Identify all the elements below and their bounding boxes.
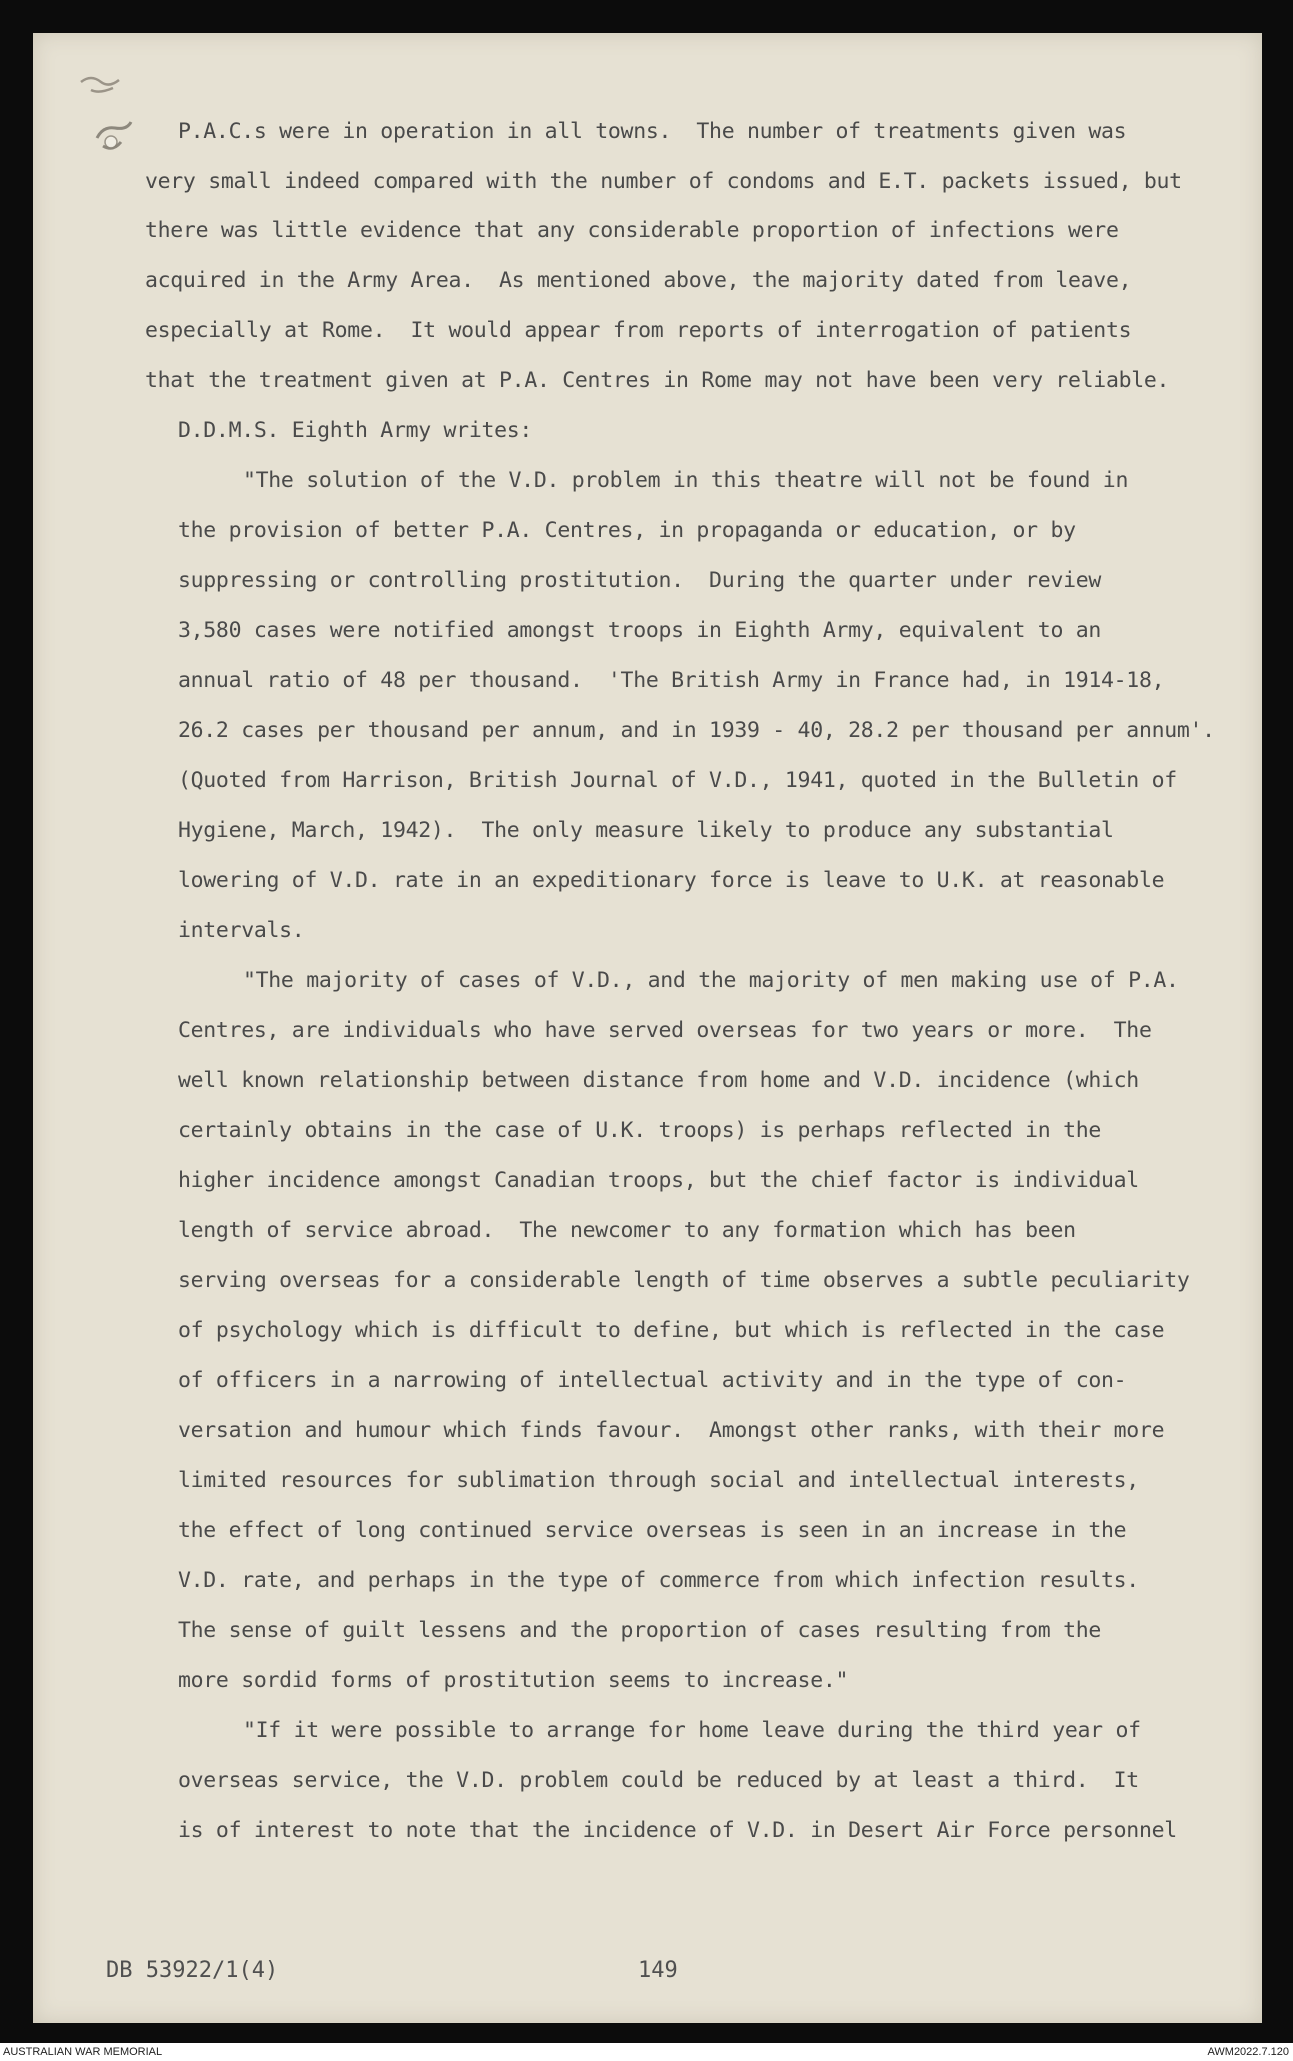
text-line: is of interest to note that the incidence of V.D. in Desert Air Force personnel <box>178 1818 1177 1843</box>
text-line: D.D.M.S. Eighth Army writes: <box>178 418 533 443</box>
text-line: higher incidence amongst Canadian troops, but the chief factor is individual <box>178 1168 1139 1193</box>
text-line: 3,580 cases were notified amongst troops in Eighth Army, equivalent to an <box>178 618 1102 643</box>
text-line: V.D. rate, and perhaps in the type of commerce from which infection results. <box>178 1568 1139 1593</box>
text-line: "If it were possible to arrange for home leave during the third year of <box>243 1718 1141 1743</box>
text-line: intervals. <box>178 918 305 943</box>
text-line: serving overseas for a considerable length of time observes a subtle peculiarity <box>178 1268 1190 1293</box>
text-line: certainly obtains in the case of U.K. troops) is perhaps reflected in the <box>178 1118 1102 1143</box>
text-line: annual ratio of 48 per thousand. 'The British Army in France had, in 1914-18, <box>178 668 1165 693</box>
text-line: length of service abroad. The newcomer to any formation which has been <box>178 1218 1076 1243</box>
text-line: very small indeed compared with the number of condoms and E.T. packets issued, but <box>145 169 1182 194</box>
text-line: more sordid forms of prostitution seems to increase." <box>178 1668 849 1693</box>
text-line: of officers in a narrowing of intellectual activity and in the type of con- <box>178 1368 1127 1393</box>
text-line: "The majority of cases of V.D., and the majority of men making use of P.A. <box>243 968 1179 993</box>
text-line: overseas service, the V.D. problem could be reduced by at least a third. It <box>178 1768 1139 1793</box>
text-line: acquired in the Army Area. As mentioned above, the majority dated from leave, <box>145 268 1132 293</box>
archive-item-id: AWM2022.7.120 <box>1207 2046 1289 2058</box>
text-line: that the treatment given at P.A. Centres in Rome may not have been very reliable. <box>145 368 1170 393</box>
text-line: limited resources for sublimation through social and intellectual interests, <box>178 1468 1139 1493</box>
text-line: 26.2 cases per thousand per annum, and in 1939 - 40, 28.2 per thousand per annum'. <box>178 718 1215 743</box>
text-line: P.A.C.s were in operation in all towns. The number of treatments given was <box>178 119 1127 144</box>
archive-name: AUSTRALIAN WAR MEMORIAL <box>3 2046 163 2058</box>
text-line: The sense of guilt lessens and the proportion of cases resulting from the <box>178 1618 1102 1643</box>
text-line: the provision of better P.A. Centres, in propaganda or education, or by <box>178 518 1076 543</box>
text-line: (Quoted from Harrison, British Journal of V.D., 1941, quoted in the Bulletin of <box>178 768 1177 793</box>
text-line: suppressing or controlling prostitution. During the quarter under review <box>178 568 1102 593</box>
typescript-page <box>33 33 1262 2023</box>
text-line: well known relationship between distance from home and V.D. incidence (which <box>178 1068 1139 1093</box>
text-line: of psychology which is difficult to define, but which is reflected in the case <box>178 1318 1165 1343</box>
document-reference: DB 53922/1(4) <box>106 1958 279 1983</box>
text-line: lowering of V.D. rate in an expeditionary force is leave to U.K. at reasonable <box>178 868 1165 893</box>
page-number: 149 <box>638 1958 678 1983</box>
text-line: there was little evidence that any considerable proportion of infections were <box>145 218 1119 243</box>
text-line: especially at Rome. It would appear from reports of interrogation of patients <box>145 318 1132 343</box>
archive-caption-strip <box>0 2043 1293 2061</box>
text-line: the effect of long continued service overseas is seen in an increase in the <box>178 1518 1127 1543</box>
text-line: Centres, are individuals who have served overseas for two years or more. The <box>178 1018 1152 1043</box>
text-line: "The solution of the V.D. problem in this theatre will not be found in <box>243 468 1129 493</box>
text-line: Hygiene, March, 1942). The only measure likely to produce any substantial <box>178 818 1114 843</box>
text-line: versation and humour which finds favour. Amongst other ranks, with their more <box>178 1418 1165 1443</box>
